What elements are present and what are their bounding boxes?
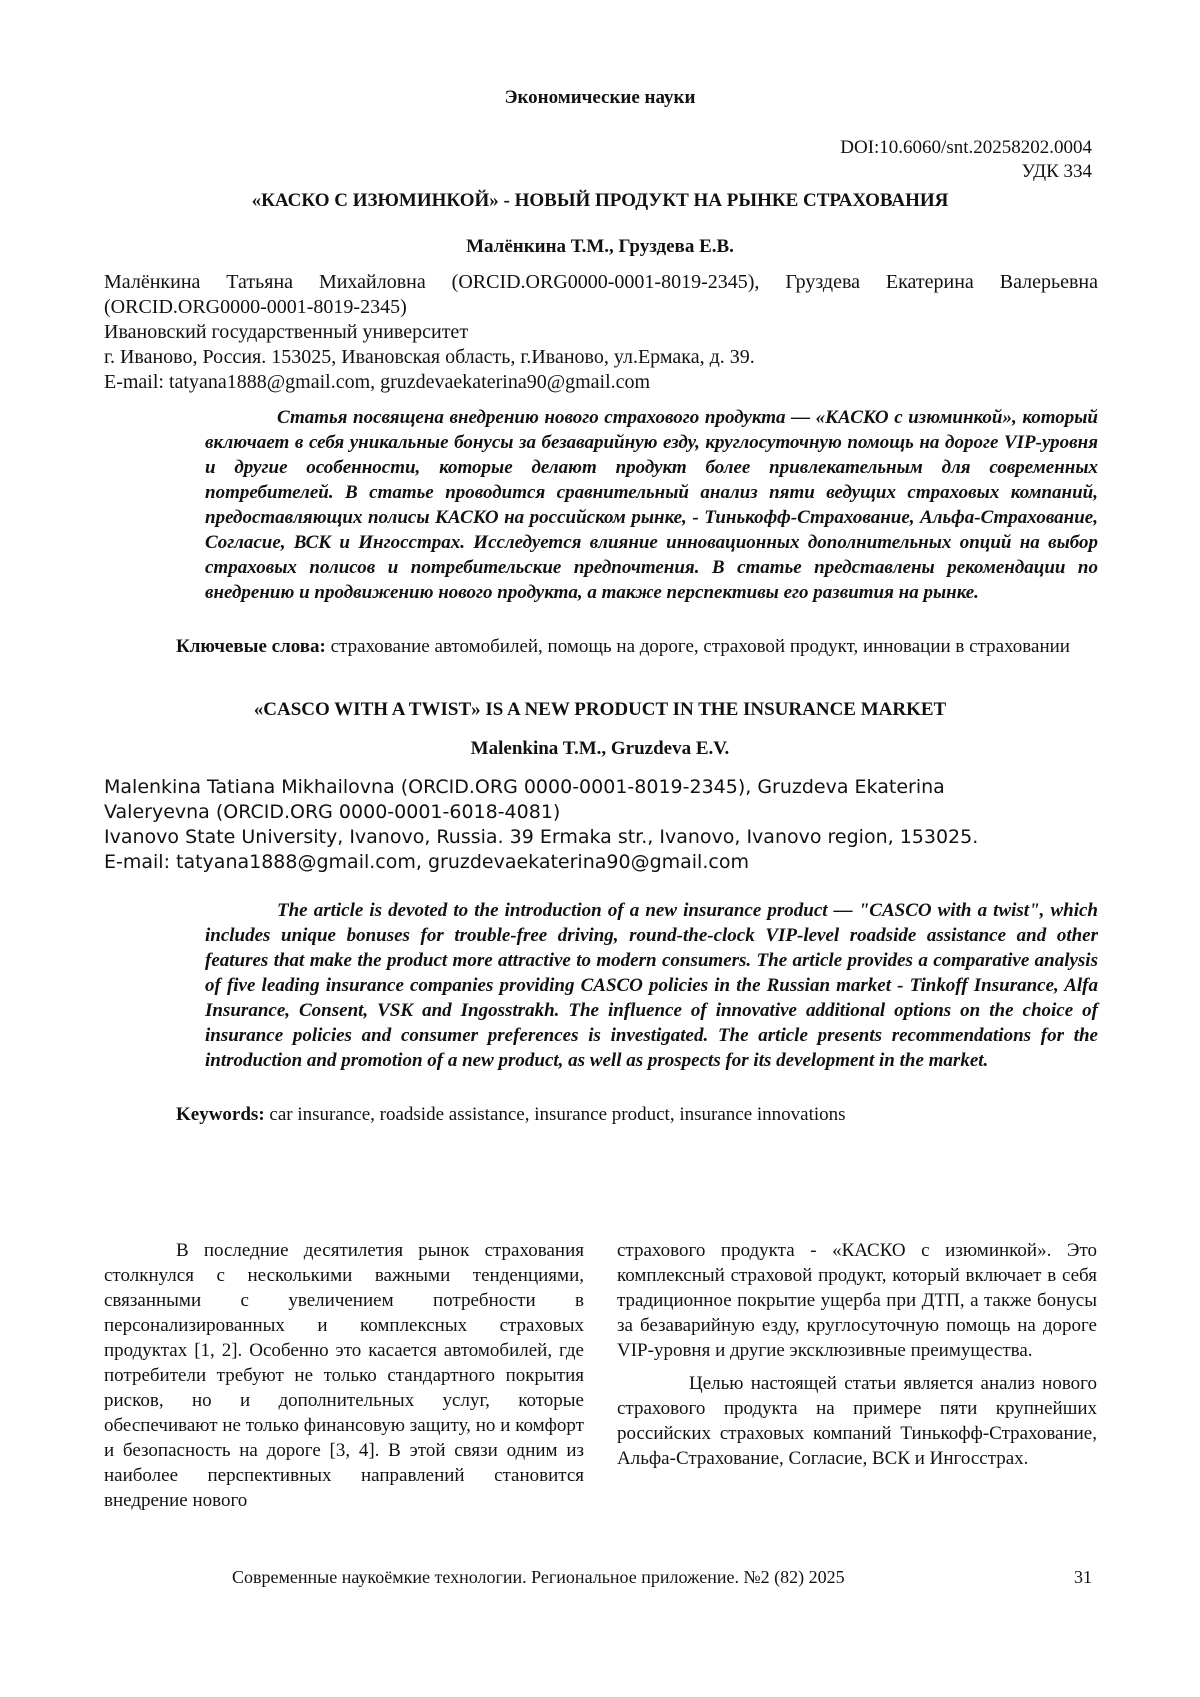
address-en: Ivanovo State University, Ivanovo, Russia. 39 Ermaka str., Ivanovo, Ivanovo region, 153025. (104, 826, 979, 848)
doi-block (840, 136, 1092, 184)
title-en: «CASCO WITH A TWIST» IS A NEW PRODUCT IN THE INSURANCE MARKET (253, 699, 947, 720)
email-ru: E-mail: tatyana1888@gmail.com, gruzdevaekaterina90@gmail.com (104, 371, 651, 393)
affiliation-en (104, 775, 1098, 875)
udc: УДК 334 (1021, 161, 1092, 182)
keywords-en (104, 1102, 1098, 1127)
journal-name: Современные наукоёмкие технологии. Региональное приложение. №2 (82) 2025 (232, 1567, 845, 1587)
keywords-ru (104, 634, 1098, 659)
university-ru: Ивановский государственный университет (104, 321, 469, 343)
author-details-ru: Малёнкина Татьяна Михайловна (ORCID.ORG0000-0001-8019-2345), Груздева Екатерина Валерьевна (ORCID.ORG0000-0001-8019-2345) (104, 271, 1098, 318)
body-paragraph: В последние десятилетия рынок страхования столкнулся с несколькими важными тенденциями, связанными с увеличением потребности в персонализированных и комплексных страховых продуктах [1, 2]. Особенно это касается автомобилей, где потребители требуют не только стандартного покрытия рисков, но и дополнительных услуг, которые обеспечивают не только финансовую защиту, но и комфорт и безопасность на дороге [3, 4]. В этой связи одним из наиболее перспективных направлений становится внедрение нового (104, 1240, 584, 1511)
email-en: E-mail: tatyana1888@gmail.com, gruzdevaekaterina90@gmail.com (104, 851, 749, 873)
authors-ru: Малёнкина Т.М., Груздева Е.В. (466, 236, 734, 257)
body-column-left (104, 1238, 584, 1513)
page-number: 31 (1074, 1567, 1092, 1587)
keywords-text-ru: страхование автомобилей, помощь на дороге, страховой продукт, инновации в страховании (330, 636, 1070, 657)
keywords-text-en: car insurance, roadside assistance, insurance product, insurance innovations (269, 1104, 846, 1125)
author-details-en-1: Malenkina Tatiana Mikhailovna (ORCID.ORG 0000-0001-8019-2345), Gruzdeva Ekaterina (104, 776, 945, 798)
affiliation-ru (104, 270, 1098, 395)
keywords-label-en: Keywords: (176, 1104, 265, 1125)
section-heading: Экономические науки (504, 87, 696, 108)
body-paragraph: Целью настоящей статьи является анализ нового страхового продукта на примере пяти крупнейших российских страховых компаний Тинькофф-Страхование, Альфа-Страхование, Согласие, ВСК и Ингосстрах. (617, 1373, 1097, 1469)
address-ru: г. Иваново, Россия. 153025, Ивановская область, г.Иваново, ул.Ермака, д. 39. (104, 346, 755, 368)
doi: DOI:10.6060/snt.20258202.0004 (840, 137, 1092, 158)
abstract-en: The article is devoted to the introduction of a new insurance product — "CASCO with a twist", which includes unique bonuses for trouble-free driving, round-the-clock VIP-level roadside assistance and other features that make the product more attractive to modern consumers. The article provides a comparative analysis of five leading insurance companies providing CASCO policies in the Russian market - Tinkoff Insurance, Alfa Insurance, Consent, VSK and Ingosstrakh. The influence of innovative additional options on the choice of insurance policies and consumer preferences is investigated. The article presents recommendations for the introduction and promotion of a new product, as well as prospects for its development in the market. (205, 900, 1098, 1071)
title-ru: «КАСКО С ИЗЮМИНКОЙ» - НОВЫЙ ПРОДУКТ НА РЫНКЕ СТРАХОВАНИЯ (251, 190, 949, 211)
body-column-right (617, 1238, 1097, 1471)
keywords-label-ru: Ключевые слова: (176, 636, 326, 657)
authors-en: Malenkina T.M., Gruzdeva E.V. (470, 738, 730, 759)
body-paragraph: страхового продукта - «КАСКО с изюминкой». Это комплексный страховой продукт, который включает в себя традиционное покрытие ущерба при ДТП, а также бонусы за безаварийную езду, круглосуточную помощь на дороге VIP-уровня и другие эксклюзивные преимущества. (617, 1240, 1097, 1361)
abstract-ru: Статья посвящена внедрению нового страхового продукта — «КАСКО с изюминкой», который включает в себя уникальные бонусы за безаварийную езду, круглосуточную помощь на дороге VIP-уровня и другие особенности, которые делают продукт более привлекательным для современных потребителей. В статье проводится сравнительный анализ пяти ведущих страховых компаний, предоставляющих полисы КАСКО на российском рынке, - Тинькофф-Страхование, Альфа-Страхование, Согласие, ВСК и Ингосстрах. Исследуется влияние инновационных дополнительных опций на выбор страховых полисов и потребительские предпочтения. В статье представлены рекомендации по внедрению и продвижению нового продукта, а также перспективы его развития на рынке. (205, 407, 1098, 603)
author-details-en-2: Valeryevna (ORCID.ORG 0000-0001-6018-4081) (104, 801, 561, 823)
